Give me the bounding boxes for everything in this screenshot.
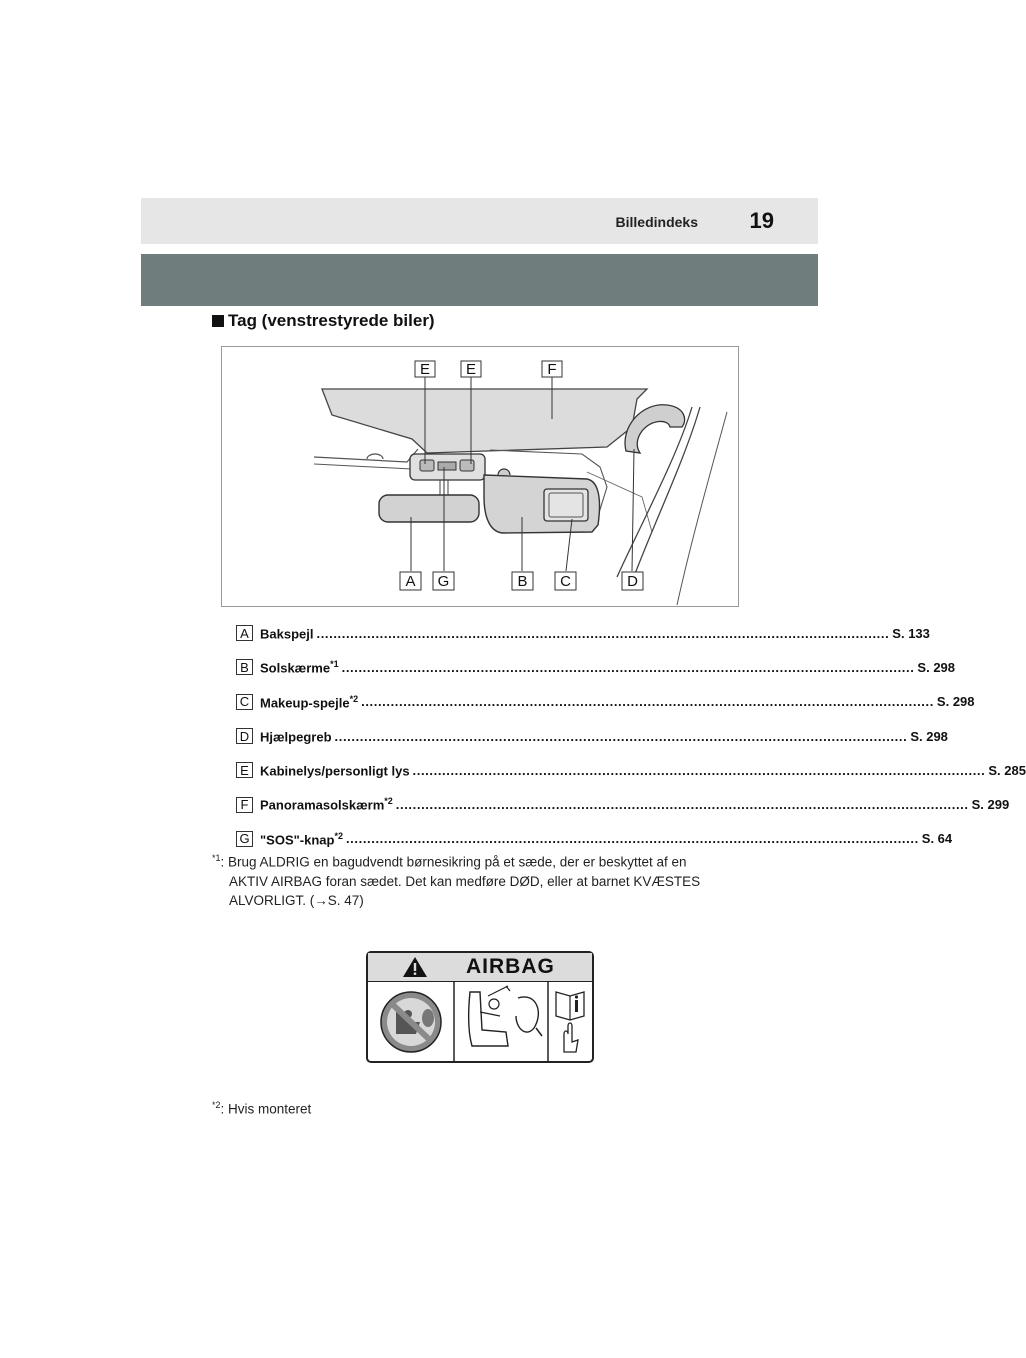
airbag-label-header	[368, 953, 592, 982]
page-reference-link[interactable]: S. 298	[936, 694, 975, 710]
makeup-mirror-shape	[544, 489, 588, 521]
leader-dots: ........................................................................................................................................	[395, 797, 969, 813]
callout-e-2	[461, 361, 481, 378]
section-label: Billedindeks	[615, 214, 698, 230]
airbag-pictograms	[368, 982, 592, 1061]
panorama-roof-shape	[322, 389, 647, 453]
item-label: Kabinelys/personligt lys	[260, 763, 410, 779]
page-number: 19	[749, 208, 774, 233]
item-letter: F	[236, 797, 253, 813]
item-label: Solskærme$^{*1}$	[260, 659, 339, 676]
leader-dots: ........................................................................................................................................	[334, 728, 908, 744]
page-header	[141, 198, 818, 244]
svg-text:F: F	[547, 361, 557, 378]
item-letter: A	[236, 625, 253, 641]
svg-text:E: E	[419, 361, 431, 378]
list-item	[236, 685, 975, 719]
callout-g	[433, 572, 454, 590]
leader-dots: ........................................................................................................................................	[345, 831, 919, 847]
svg-text:C: C	[560, 573, 571, 590]
callout-c	[555, 572, 576, 590]
page-reference-link[interactable]: S. 64	[921, 831, 953, 847]
item-letter: C	[236, 694, 253, 710]
svg-text:D: D	[627, 573, 638, 590]
section-title-text: Tag (venstrestyrede biler)	[228, 311, 435, 330]
airbag-deploy-icon	[469, 986, 542, 1046]
footnote-1	[212, 849, 752, 910]
page-reference-link[interactable]: S. 133	[892, 625, 930, 641]
footnote-text: : Hvis monteret	[220, 1101, 312, 1117]
leader-dots: ........................................................................................................................................	[316, 625, 890, 641]
leader-dots: ........................................................................................................................................	[361, 694, 934, 710]
footnote-mark: *1	[212, 853, 221, 863]
airbag-label-text: AIRBAG	[466, 955, 555, 978]
section-title	[212, 311, 435, 331]
warning-triangle-icon	[402, 956, 428, 978]
leader-dots: ........................................................................................................................................	[341, 659, 915, 675]
item-label: Hjælpegreb	[260, 729, 332, 745]
list-item	[236, 787, 1010, 821]
callout-b	[512, 572, 533, 590]
footnote-mark: *2	[212, 1100, 221, 1110]
roof-illustration	[222, 347, 740, 608]
item-label: Panoramasolskærm$^{*2}$	[260, 796, 393, 813]
page-reference-link[interactable]: S. 298	[910, 728, 948, 744]
item-letter: B	[236, 659, 253, 675]
item-letter: D	[236, 728, 253, 744]
page-reference-link[interactable]: S. 298	[917, 659, 956, 675]
footnote-text: : Brug ALDRIG en bagudvendt børnesikring på et sæde, der er beskyttet af en	[220, 854, 687, 870]
callout-d	[622, 572, 643, 590]
item-label: "SOS"-knap$^{*2}$	[260, 830, 343, 848]
page-reference-link[interactable]: S. 299	[971, 797, 1010, 813]
list-item	[236, 753, 1026, 787]
page-reference-link[interactable]: S. 285	[988, 762, 1026, 778]
list-item	[236, 616, 930, 650]
item-letter: E	[236, 762, 253, 778]
callout-e-1	[415, 361, 435, 378]
list-item	[236, 650, 956, 684]
no-rear-facing-child-seat-icon	[381, 992, 441, 1052]
item-label: Makeup-spejle$^{*2}$	[260, 693, 359, 710]
callout-a	[400, 572, 421, 590]
airbag-warning-label	[366, 951, 594, 1063]
svg-text:G: G	[437, 573, 450, 590]
read-manual-icon	[556, 992, 584, 1052]
callout-f	[542, 361, 562, 378]
item-letter: G	[236, 831, 253, 847]
rearview-mirror-shape	[379, 495, 479, 522]
legend-list	[236, 616, 1026, 856]
svg-text:B: B	[517, 573, 528, 590]
item-label: Bakspejl	[260, 626, 314, 642]
footnote-2	[212, 1096, 311, 1119]
leader-dots: ........................................................................................................................................	[412, 762, 986, 778]
svg-text:E: E	[465, 361, 477, 378]
footnote-text-line-2: AKTIV AIRBAG foran sædet. Det kan medføre DØD, eller at barnet KVÆSTES	[229, 873, 701, 889]
roof-diagram	[221, 346, 739, 607]
title-bullet-icon	[212, 315, 224, 327]
header-dark-band	[141, 254, 818, 306]
list-item	[236, 719, 948, 753]
footnote-text-line-3: ALVORLIGT. (→S. 47)	[229, 892, 364, 908]
svg-text:A: A	[405, 573, 416, 590]
